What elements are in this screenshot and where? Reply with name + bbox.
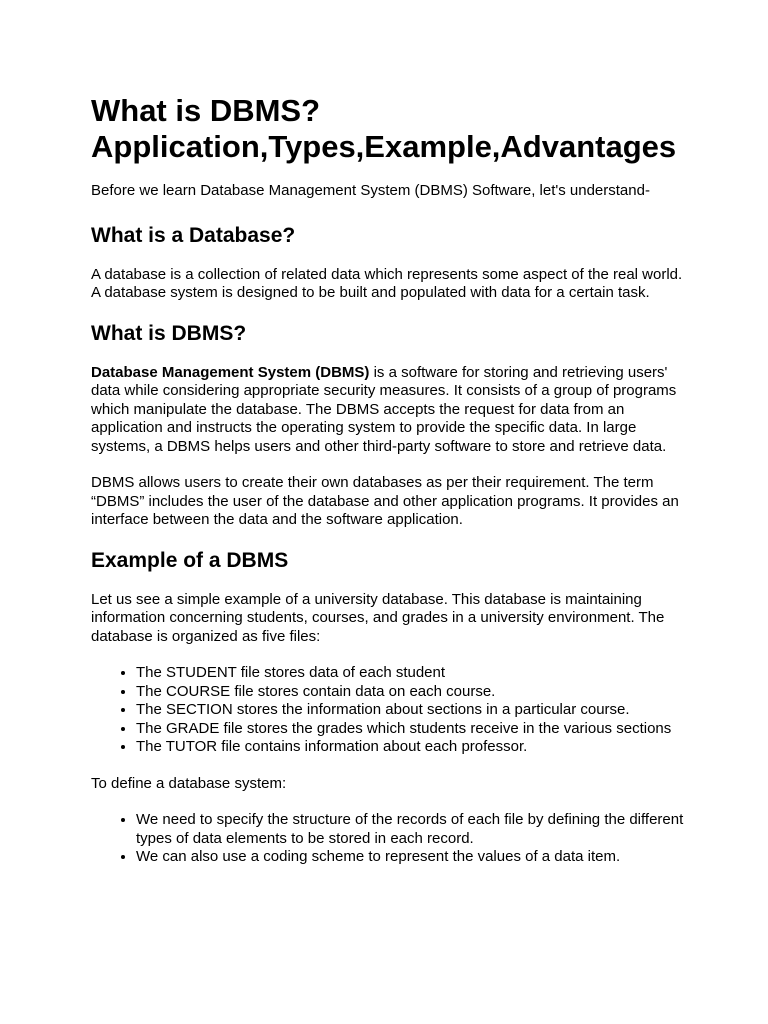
dbms-definition-paragraph: [91, 364, 688, 457]
dbms-definition-text: is a software for storing and retrieving users' data while considering appropriate security measures. It consists of a group of programs which manipulate the database. The DBMS accepts the request for data from an application and instructs the operating system to provide the specific data. In large systems, a DBMS helps users and other third-party software to store and retrieve data.: [91, 363, 677, 455]
page-title-line1: What is DBMS?: [91, 93, 321, 128]
list-item: • The COURSE file stores contain data on each course.: [136, 683, 688, 702]
list-item: • The STUDENT file stores data of each student: [136, 664, 688, 683]
list-item: • The SECTION stores the information about sections in a particular course.: [136, 701, 688, 720]
dbms-term-bold: Database Management System (DBMS): [91, 363, 370, 381]
page-title: [91, 93, 688, 165]
page-title-line2: Application,Types,Example,Advantages: [91, 129, 677, 164]
list-item: • We need to specify the structure of the records of each file by defining the different types of data elements to be stored in each record.: [136, 811, 688, 848]
intro-paragraph: Before we learn Database Management System (DBMS) Software, let's understand-: [91, 182, 650, 199]
database-definition-paragraph: A database is a collection of related data which represents some aspect of the real world. A database system is designed to be built and populated with data for a certain task.: [91, 265, 683, 301]
files-list: [91, 664, 688, 757]
define-list: [91, 811, 688, 867]
dbms-users-paragraph: DBMS allows users to create their own databases as per their requirement. The term “DBMS” includes the user of the database and other application programs. It provides an interface between the data and the software application.: [91, 474, 679, 528]
heading-example-dbms: Example of a DBMS: [91, 548, 289, 572]
define-intro-paragraph: To define a database system:: [91, 774, 287, 792]
example-intro-paragraph: Let us see a simple example of a university database. This database is maintaining information concerning students, courses, and grades in a university environment. The database is organized as five files:: [91, 590, 665, 645]
list-item: • The GRADE file stores the grades which students receive in the various sections: [136, 720, 688, 739]
heading-what-is-dbms: What is DBMS?: [91, 321, 247, 345]
list-item: • We can also use a coding scheme to represent the values of a data item.: [136, 848, 688, 867]
list-item: • The TUTOR file contains information about each professor.: [136, 738, 688, 757]
heading-what-is-database: What is a Database?: [91, 223, 296, 247]
